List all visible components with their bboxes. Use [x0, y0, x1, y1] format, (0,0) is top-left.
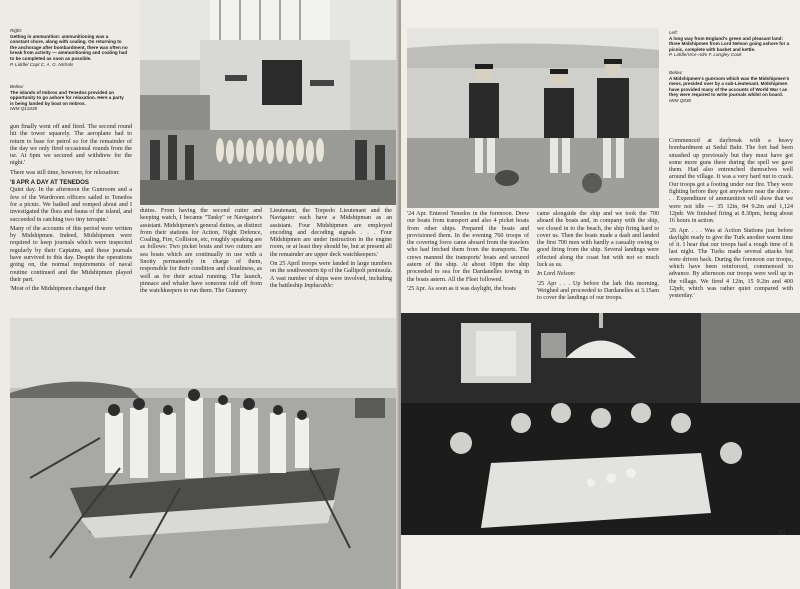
photo-boat-landing-image: [10, 318, 399, 589]
right-page: [401, 0, 800, 589]
caption-heading: Right:: [10, 28, 23, 33]
text-column-3: [270, 208, 392, 292]
photo-gunroom: [401, 313, 800, 535]
photo-picnic-image: [407, 28, 659, 208]
caption-ammunition: [10, 28, 128, 67]
caption-credit: P. Liddle/ Capt C. A. G. Nichols: [10, 61, 74, 67]
paragraph: '25 Apr. As soon as it was daylight, the boats: [407, 285, 516, 292]
caption-text: The islands of Imbros and Tenedos provided an opportunity to go ashore for relaxation. Here a party is being landed by boat on Imbros.: [10, 89, 124, 106]
caption-picnic: [669, 30, 791, 58]
text-column-2: [140, 208, 262, 298]
caption-heading: Below:: [10, 84, 24, 89]
caption-heading: Left:: [669, 30, 678, 35]
paragraph: 'Most of the Midshipmen changed their: [10, 286, 107, 293]
photo-gunroom-image: [401, 313, 800, 535]
caption-heading: Below:: [669, 70, 683, 75]
paragraph: duties. From having the second cutter and keeping watch, I became "Tanky" or Navigator's assistant. Midshipmen's general duties, as distinct from their stations for Action, Night Defence, Coaling, Fire, Collision, etc, roughly speaking are as follows: Two picket boats and two cutters are sea boats which are continually in use with a Snotty permanently in charge of them, responsible for their condition and cleanliness, as well as for their actual running. The launch, pinnace and whaler have someone told off from the watchkeepers to run them. The Gunnery: [140, 208, 262, 295]
paragraph: [537, 271, 659, 278]
paragraph: Many of the accounts of this period were written by Midshipmen. Indeed, Midshipmen were required to keep journals which were inspected regularly by their Captains, and these journals have survived to this day. Despite the operations going on, the normal requirements of naval routine continued and the Midshipmen played their part.: [10, 225, 132, 283]
paragraph: Lieutenant, the Torpedo Lieutenant and the Navigator each have a Midshipman as an assistant. Four Midshipmen are employed encoding and decoding signals . . . Four Midshipmen are under instruction in the engine room, or at least they should be, but at present all the remainder are upper deck watchkeepers.': [270, 208, 392, 258]
caption-imbros: [10, 84, 128, 112]
photo-ammunition: [140, 0, 398, 205]
caption-text: A Midshipmen's gunroom which was the Midshipmen's mess, presided over by a sub-Lieutenant. Midshipmen have provided many of the accounts of World War I as they were required to write journals whilst on board.: [669, 75, 790, 98]
text-column-3: [669, 138, 793, 303]
photo-boat-landing: [10, 318, 399, 589]
caption-gunroom: [669, 70, 791, 104]
caption-credit: IWM Q838: [669, 97, 691, 103]
photo-ammunition-image: [140, 0, 398, 205]
paragraph: gun finally went off and fired. The second round hit the tower squarely. The aeroplane had to return to base for petrol so for the remainder of the day we only fired occasional rounds from the tsr. At 6pm we secured and withdrew for the night.': [10, 124, 132, 167]
text-column-1: [10, 124, 132, 296]
paragraph: Quiet day. In the afternoon the Gunroom and a few of the Wardroom officers sailed to Tenedos for a picnic. We bathed and romped about and I investigated the flora and fauna of the island, and succeeded in catching two tiny terrapin.': [10, 187, 132, 223]
page-number: 31: [778, 530, 786, 537]
paragraph: Commenced at daybreak with a heavy bombardment at Sedul Bahr. The fort had been smashed up previously but they must have got some more guns there during the spell we gave them. Had also entrenched themselves well around the village. It was a very hard nut to crack. Our troops got a footing under our fire. They were fighting before they got anywhere near the shore . . . Expenditure of ammunition will show that we were not idle — 35 12in, 84 9.2in and 1,124 12pdr. We finished firing at 8.30pm, being about 16 hours in action.: [669, 138, 793, 225]
paragraph: came alongside the ship and we took the 700 aboard the boats and, in company with the ship, we closed in to the beach, the ship firing hard to cover us. Then the boats made a dash and landed the first 700 men with hardly a casualty owing to good firing from the ship. Several landings were effected along the coast but with not so much luck as us.: [537, 211, 659, 269]
paragraph-text: On 25 April troops were landed in large numbers on the southwestern tip of the Gallipoli peninsula. A vast number of ships were involved, including the battleship: [270, 261, 392, 289]
ship-name: Implacable:: [304, 282, 334, 289]
photo-picnic: [407, 28, 659, 208]
caption-text: Getting in ammunition: ammunitioning was a constant chore, along with coaling. On returning to the anchorage after bombardment, there was often no break from activity — ammunitioning and coaling had to be completed as soon as possible.: [10, 33, 128, 61]
caption-credit: P. Liddle/Vice-Adm F. Langley Cook: [669, 52, 742, 58]
ship-name: In Lord Nelson:: [537, 271, 576, 278]
text-column-2: [537, 211, 659, 305]
paragraph: '25 Apr . . . Up before the lark this morning. Weighed and proceeded to Dardanelles at 3.15am to cover the landings of our troops.: [537, 280, 659, 302]
caption-credit: IWM Q13435: [10, 106, 38, 112]
caption-text: A long way from England's green and pleasant land: three Midshipmen from Lord Nelson going ashore for a picnic, complete with basket and kettle.: [669, 35, 790, 52]
text-column-1: [407, 211, 529, 295]
paragraph: There was still time, however, for relaxation:: [10, 169, 120, 176]
paragraph: '26 Apr. . . . Was at Action Stations just before daylight ready to give the Turk another warm time of it. I hear that our troops had a rough time of it last night. The Turks made several attacks but were driven back. During the forenoon our troops, which have been reinforced, commenced to advance. By afternoon our troops were well up in the village. We fired 4 12in, 15 9.2in and 400 12pdr, which was rather quiet compared with yesterday.': [669, 227, 793, 300]
paragraph: '24 Apr. Entered Tenedos in the forenoon. Drew our boats from transport and also 4 picket boats from other ships. Prepared the boats and provisioned them. In the evening 760 troops of the covering force came aboard from the trawlers who had fetched them from the transports. The crews manned the transports' boats and secured astern of the ship. At about 10pm the ship proceeded to sea for the Dardanelles towing in the boats astern. All the Fleet followed.: [407, 211, 529, 283]
section-heading: '8 APR A DAY AT TENEDOS: [10, 179, 89, 187]
paragraph: [270, 261, 392, 290]
